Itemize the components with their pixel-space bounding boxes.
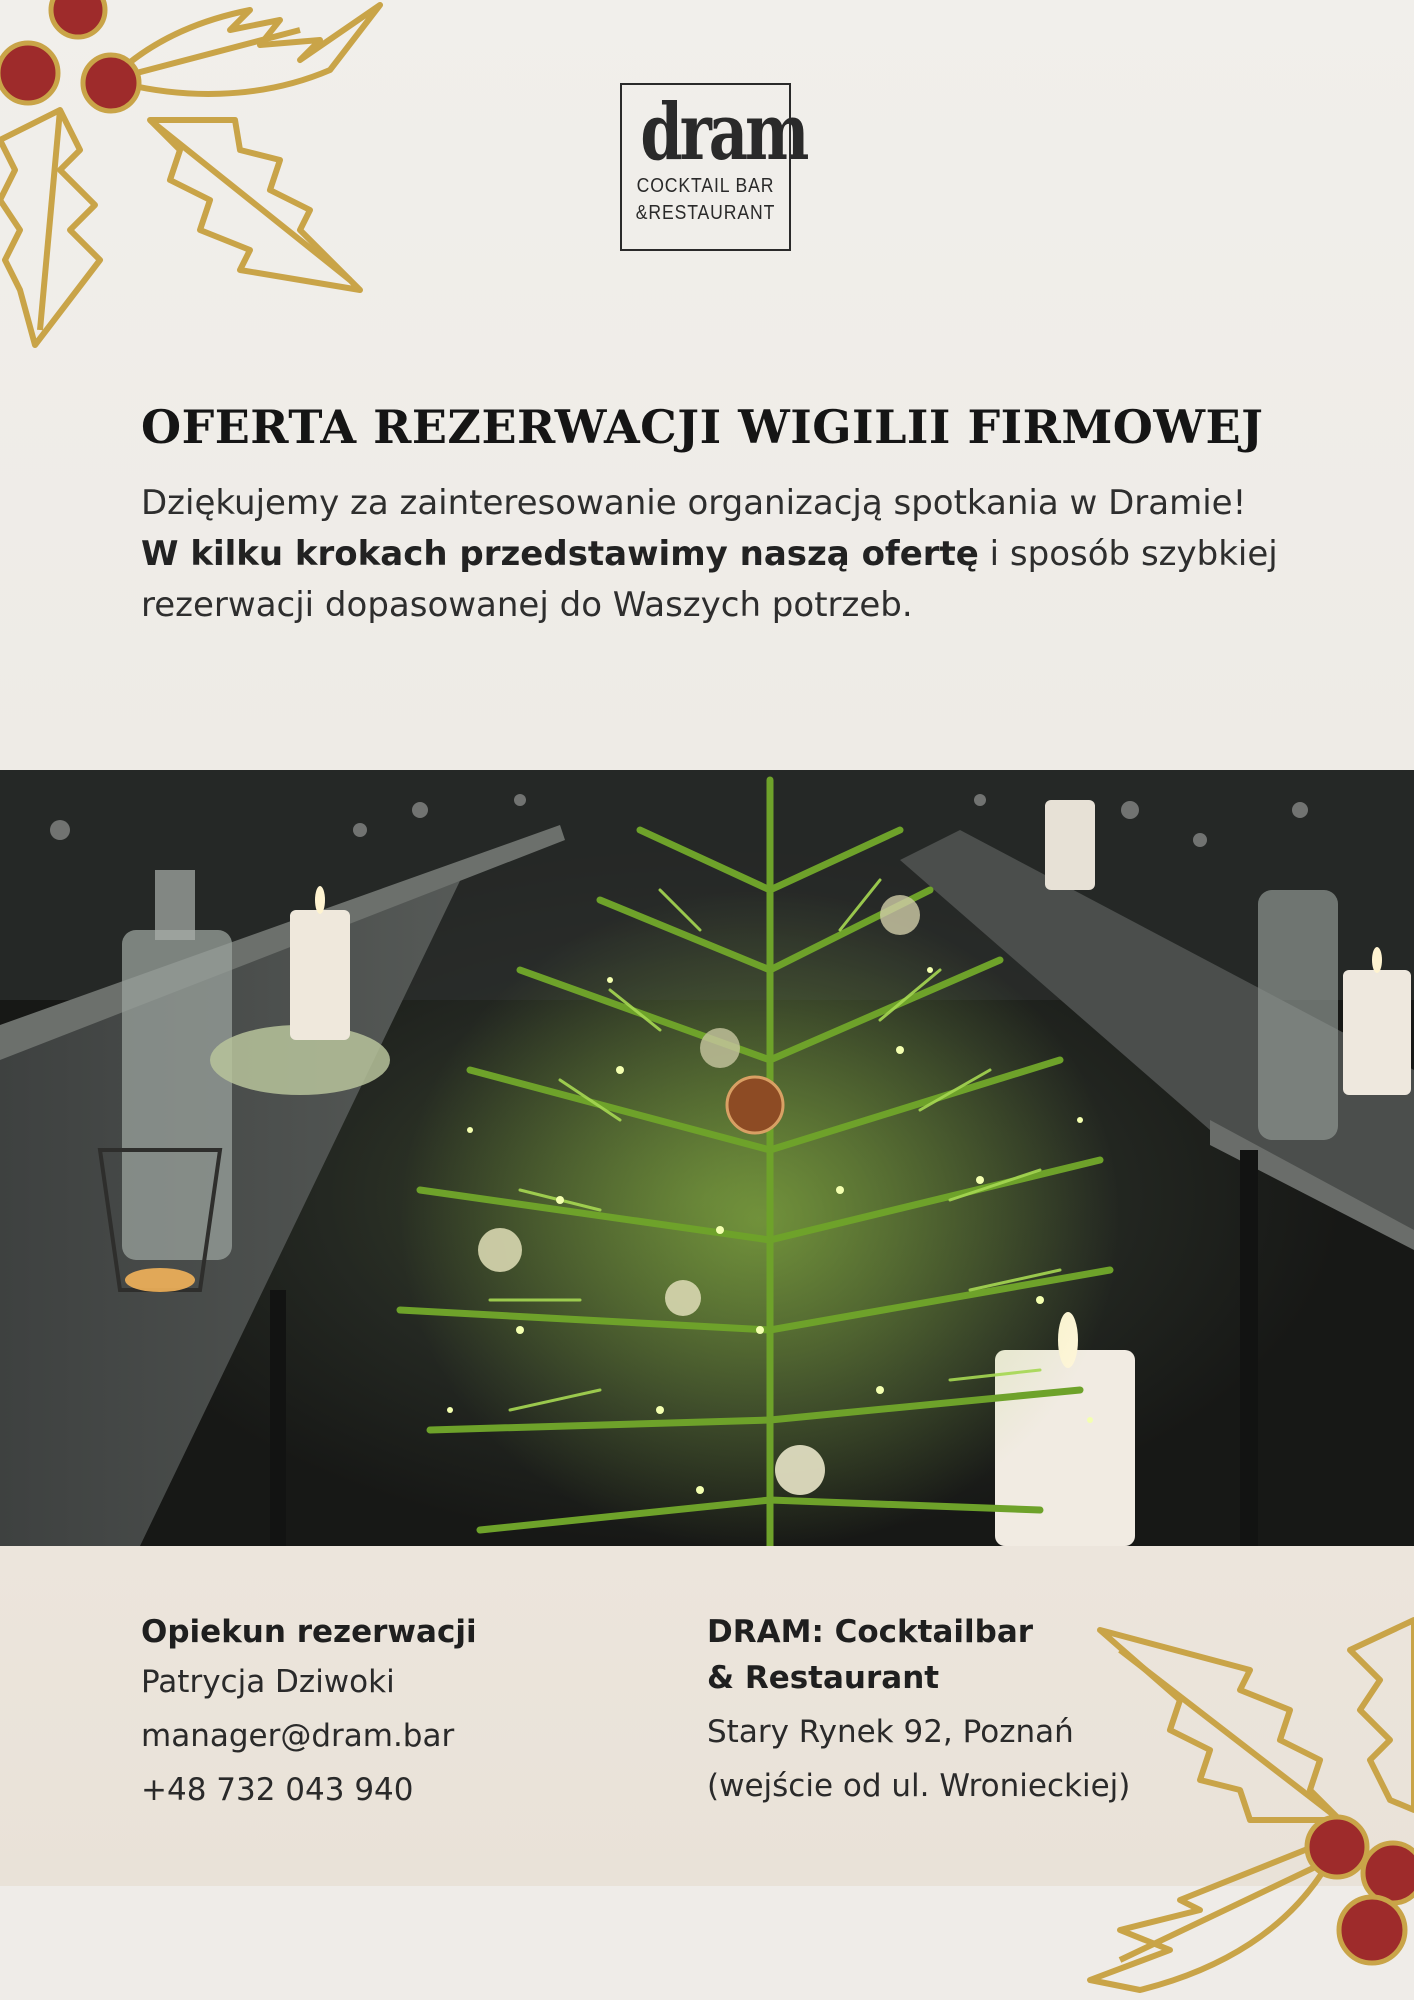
reservation-contact bbox=[141, 1609, 477, 1817]
contact-phone-link[interactable]: +48 732 043 940 bbox=[141, 1772, 414, 1808]
contact-email-link[interactable]: manager@dram.bar bbox=[141, 1718, 455, 1754]
venue-address bbox=[707, 1609, 1130, 1813]
logo-subtitle-line2: &RESTAURANT bbox=[635, 202, 776, 224]
page-title: OFERTA REZERWACJI WIGILII FIRMOWEJ bbox=[141, 400, 1264, 454]
venue-street: Stary Rynek 92, Poznań bbox=[707, 1714, 1074, 1750]
venue-heading-line1: DRAM: Cocktailbar bbox=[707, 1614, 1034, 1650]
intro-bold-text: W kilku krokach przedstawimy naszą ofertę bbox=[141, 534, 979, 574]
intro-line-2-rest: i sposób szybkiej bbox=[978, 534, 1278, 574]
intro-paragraph bbox=[141, 478, 1321, 631]
intro-line-3: rezerwacji dopasowanej do Waszych potrzeb. bbox=[141, 585, 913, 625]
dram-logo bbox=[620, 83, 807, 251]
christmas-table-photo bbox=[0, 770, 1414, 1546]
contact-name: Patrycja Dziwoki bbox=[141, 1664, 395, 1700]
holly-icon bbox=[0, 0, 390, 360]
logo-subtitle-line1: COCKTAIL BAR bbox=[636, 175, 775, 197]
logo-word: dram bbox=[640, 87, 807, 178]
intro-line-1: Dziękujemy za zainteresowanie organizacją spotkania w Dramie! bbox=[141, 483, 1247, 523]
contact-heading: Opiekun rezerwacji bbox=[141, 1614, 477, 1650]
venue-heading-line2: & Restaurant bbox=[707, 1660, 940, 1696]
intro-line-2 bbox=[141, 529, 1321, 580]
venue-entrance-note: (wejście od ul. Wronieckiej) bbox=[707, 1768, 1131, 1804]
